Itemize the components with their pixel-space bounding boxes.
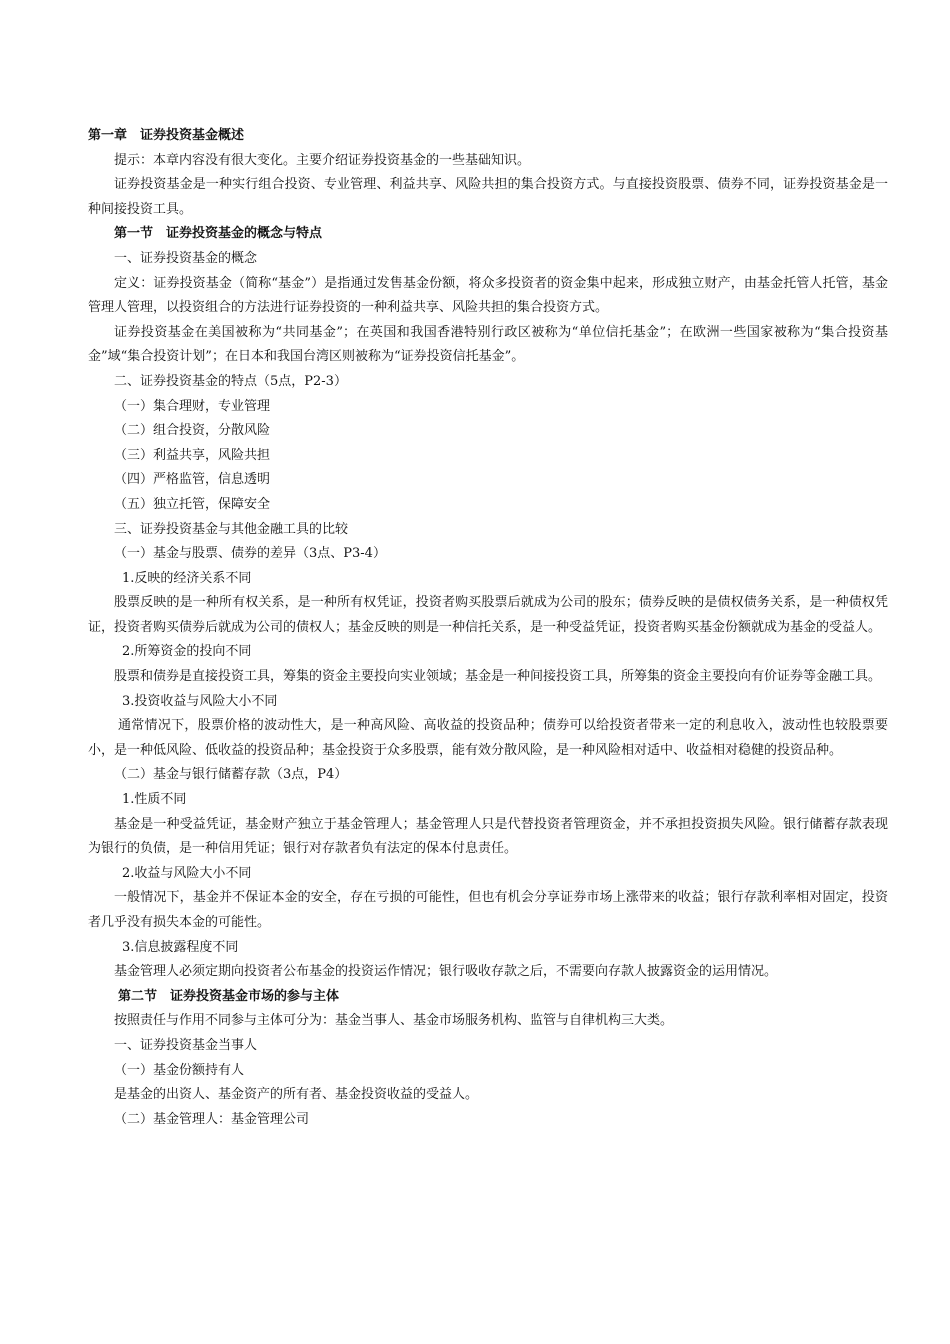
party-2-title: （二）基金管理人：基金管理公司 [114,1111,310,1127]
comparison-2-3-title: 3.信息披露程度不同 [122,939,239,955]
comparison-1-1-title: 1.反映的经济关系不同 [122,570,252,586]
section-2-intro: 按照责任与作用不同参与主体可分为：基金当事人、基金市场服务机构、监管与自律机构三大类。 [114,1013,674,1029]
comparison-2-title: （二）基金与银行储蓄存款（3点，P4） [114,767,348,783]
chapter-title: 第一章 证券投资基金概述 [88,128,245,143]
section-2-title: 第二节 证券投资基金市场的参与主体 [118,988,340,1004]
comparison-2-3-text: 基金管理人必须定期向投资者公布基金的投资运作情况；银行吸收存款之后，不需要向存款人披露资金的运用情况。 [114,964,778,980]
comparison-2-1-text: 基金是一种受益凭证，基金财产独立于基金管理人；基金管理人只是代替投资者管理资金，并不承担投资损失风险。银行储蓄存款表现为银行的负债，是一种信用凭证；银行对存款者负有法定的保本付息责任。 [88,816,888,857]
definition-paragraph: 定义：证券投资基金（简称“基金”）是指通过发售基金份额，将众多投资者的资金集中起来，形成独立财产，由基金托管人托管，基金管理人管理，以投资组合的方法进行证券投资的一种利益共享、风险共担的集合投资方式。 [88,275,888,316]
comparison-1-1-text: 股票反映的是一种所有权关系，是一种所有权凭证，投资者购买股票后就成为公司的股东；债券反映的是债权债务关系，是一种债权凭证，投资者购买债券后就成为公司的债权人；基金反映的则是一种信托关系，是一种受益凭证，投资者购买基金份额就成为基金的受益人。 [88,595,888,635]
feature-item: （五）独立托管，保障安全 [114,496,271,512]
intro-paragraph: 证券投资基金是一种实行组合投资、专业管理、利益共享、风险共担的集合投资方式。与直接投资股票、债券不同，证券投资基金是一种间接投资工具。 [88,177,888,217]
comparison-1-3-title: 3.投资收益与风险大小不同 [122,693,278,709]
comparison-1-2-text: 股票和债券是直接投资工具，筹集的资金主要投向实业领域；基金是一种间接投资工具，所筹集的资金主要投向有价证券等金融工具。 [114,669,882,685]
comparison-2-2-text: 一般情况下，基金并不保证本金的安全，存在亏损的可能性，但也有机会分享证券市场上涨带来的收益；银行存款利率相对固定，投资者几乎没有损失本金的可能性。 [88,890,888,930]
feature-item: （二）组合投资，分散风险 [114,423,271,439]
comparison-1-3-text: 通常情况下，股票价格的波动性大，是一种高风险、高收益的投资品种；债券可以给投资者带来一定的利息收入，波动性也较股票要小，是一种低风险、低收益的投资品种；基金投资于众多股票，能有效分散风险，是一种风险相对适中、收益相对稳健的投资品种。 [88,718,888,758]
names-paragraph: 证券投资基金在美国被称为“共同基金”；在英国和我国香港特别行政区被称为“单位信托基金”；在欧洲一些国家被称为“集合投资基金”域“集合投资计划”；在日本和我国台湾区则被称为“证券投资信托基金”。 [88,324,888,365]
section-1-title: 第一节 证券投资基金的概念与特点 [114,226,323,242]
comparison-1-2-title: 2.所筹资金的投向不同 [122,644,252,660]
feature-item: （一）集合理财，专业管理 [114,398,271,414]
feature-item: （三）利益共享，风险共担 [114,447,271,463]
section-2-heading-1: 一、证券投资基金当事人 [114,1037,258,1053]
feature-item: （四）严格监管，信息透明 [114,472,271,488]
party-1-title: （一）基金份额持有人 [114,1062,245,1078]
section-1-heading-2: 二、证券投资基金的特点（5点，P2-3） [114,373,347,389]
comparison-2-1-title: 1.性质不同 [122,792,187,808]
comparison-2-2-title: 2.收益与风险大小不同 [122,865,252,881]
section-1-heading-3: 三、证券投资基金与其他金融工具的比较 [114,521,349,537]
hint-paragraph: 提示：本章内容没有很大变化。主要介绍证券投资基金的一些基础知识。 [114,152,531,168]
document-page [88,124,888,1132]
comparison-1-title: （一）基金与股票、债券的差异（3点、P3-4） [114,546,386,562]
section-1-heading-1: 一、证券投资基金的概念 [114,250,258,266]
party-1-text: 是基金的出资人、基金资产的所有者、基金投资收益的受益人。 [114,1087,479,1103]
